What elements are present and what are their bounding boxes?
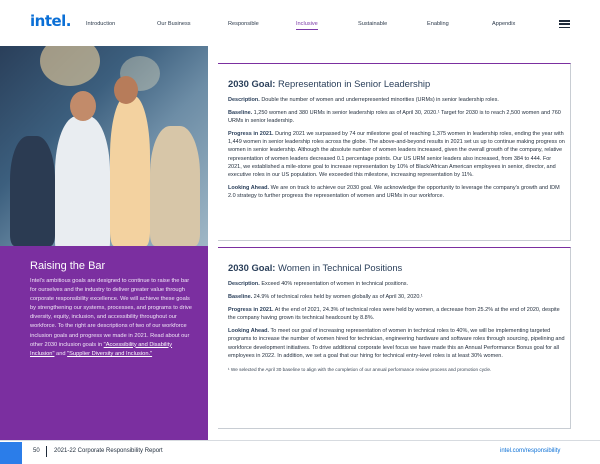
goal2-footnote: ¹ We selected the April 30 baseline to align with the completion of our annual performance review process and promotion cycle. <box>228 366 492 372</box>
top-nav <box>0 0 600 46</box>
goal2-baseline <box>228 293 566 301</box>
page-footer <box>0 440 600 464</box>
goal1-desc-label: Description. <box>228 97 260 103</box>
goal2-title <box>228 262 566 273</box>
report-title: 2021-22 Corporate Responsibility Report <box>54 448 163 454</box>
people-photo <box>0 46 208 246</box>
goal1-title <box>228 78 566 89</box>
goal1-desc-text: Double the number of women and underrepresented minorities (URMs) in senior leadership roles. <box>259 97 499 103</box>
goal2-looking-ahead <box>228 327 566 359</box>
goal2-ahead-label: Looking Ahead. <box>228 328 270 335</box>
goal2-title-rest: Women in Technical Positions <box>275 262 403 273</box>
goal2-prog-label: Progress in 2021. <box>228 307 274 314</box>
goal2-description <box>228 280 566 288</box>
goal1-prog-label: Progress in 2021. <box>228 131 274 138</box>
goal1-baseline <box>228 109 566 125</box>
goal1-ahead-label: Looking Ahead. <box>228 184 270 191</box>
page-color-block <box>0 442 22 464</box>
left-body-text: Intel's ambitious goals are designed to continue to raise the bar for ourselves and the industry to deliver greater value through corporate responsibility excellence. We will achieve these goals by strengthening our systems, processes, and programs to drive diversity, equity, inclusion, and accessibility throughout our workforce. To the right are descriptions of two of our workforce inclusion goals and progress we made in 2021. Read about our other 2030 inclusion goals in <box>30 278 192 348</box>
raising-the-bar-heading: Raising the Bar <box>30 260 106 272</box>
left-panel <box>0 46 208 440</box>
footer-divider <box>46 446 47 457</box>
accessibility-link[interactable]: "Accessibility and Disability Inclusion" <box>30 341 173 357</box>
goal2-base-label: Baseline. <box>228 294 253 301</box>
supplier-diversity-link[interactable]: "Supplier Diversity and Inclusion." <box>67 350 153 357</box>
goal1-ahead-text: We are on track to achieve our 2030 goal. We acknowledge the opportunity to leverage the company's growth and IDM 2.0 strategy to further progress the representation of women and URMs in our workforce. <box>228 184 560 199</box>
nav-appendix[interactable]: Appendix <box>492 21 516 27</box>
nav-introduction[interactable]: Introduction <box>86 21 116 27</box>
goal-senior-leadership-box <box>218 63 571 241</box>
goal1-description <box>228 96 566 104</box>
goal2-title-bold: 2030 Goal: <box>228 262 276 273</box>
goal2-desc-text: Exceed 40% representation of women in technical positions. <box>259 281 409 287</box>
goal1-base-label: Baseline. <box>228 110 253 117</box>
nav-inclusive[interactable]: Inclusive <box>296 21 318 30</box>
goal2-progress <box>228 306 566 322</box>
goal1-progress <box>228 130 566 179</box>
responsibility-site-link[interactable]: intel.com/responsibility <box>500 448 561 454</box>
goal1-prog-text: During 2021 we surpassed by 74 our milestone goal of reaching 1,375 women in leadership roles, ending the year with 1,449 women in senior leadership roles across the globe. The above-and-beyond results in 2021 set us up to continue making progress on women in senior leadership. Although the absolute number of women leaders increased, given the overall growth of the company, relative representation of women leaders decreased 0.1 percentage points. Our US URM senior leaders also increased, from 384 to 444. For 2021, we established a mile-stone goal to increase representation by 10% of Black/African American employees in senior, director, and executive roles in our US population. We exceeded this milestone, increasing representation by 11%. <box>228 131 565 178</box>
nav-enabling[interactable]: Enabling <box>427 21 449 27</box>
intel-logo[interactable]: intel. <box>30 12 72 30</box>
goal1-base-text: 1,250 women and 380 URMs in senior leadership roles as of April 30, 2020.¹ Target for 2030 is to reach 2,500 women and 760 URMs in senior leadership. <box>228 110 561 125</box>
raising-the-bar-body <box>30 277 196 359</box>
page-number: 50 <box>33 448 40 454</box>
goal2-desc-label: Description. <box>228 281 260 287</box>
nav-our-business[interactable]: Our Business <box>157 21 191 27</box>
goal1-title-rest: Representation in Senior Leadership <box>275 78 431 89</box>
nav-sustainable[interactable]: Sustainable <box>358 21 388 27</box>
nav-responsible[interactable]: Responsible <box>228 21 259 27</box>
hamburger-menu-icon[interactable] <box>559 20 570 28</box>
left-and-text: and <box>54 350 68 357</box>
goal1-looking-ahead <box>228 184 566 200</box>
goal1-title-bold: 2030 Goal: <box>228 78 276 89</box>
goal-women-technical-box <box>218 247 571 429</box>
goal2-base-text: 24.9% of technical roles held by women globally as of April 30, 2020.¹ <box>252 294 423 301</box>
goal2-ahead-text: To meet our goal of increasing representation of women in technical roles to 40%, we will be implementing targeted programs to increase the number of women hired for technician, engineering hardware and software roles through sourcing, pipelining and workforce development initiatives. To drive additional corporate level focus we have made this an Annual Performance Bonus goal for all employees in 2022. In addition, we set a goal that our hiring for technical entry-level roles is at least 30% women. <box>228 328 565 359</box>
goal2-prog-text: At the end of 2021, 24.3% of technical roles were held by women, a decrease from 25.2% at the end of 2020, despite the company having grown its technical headcount by 8.8%. <box>228 307 560 322</box>
